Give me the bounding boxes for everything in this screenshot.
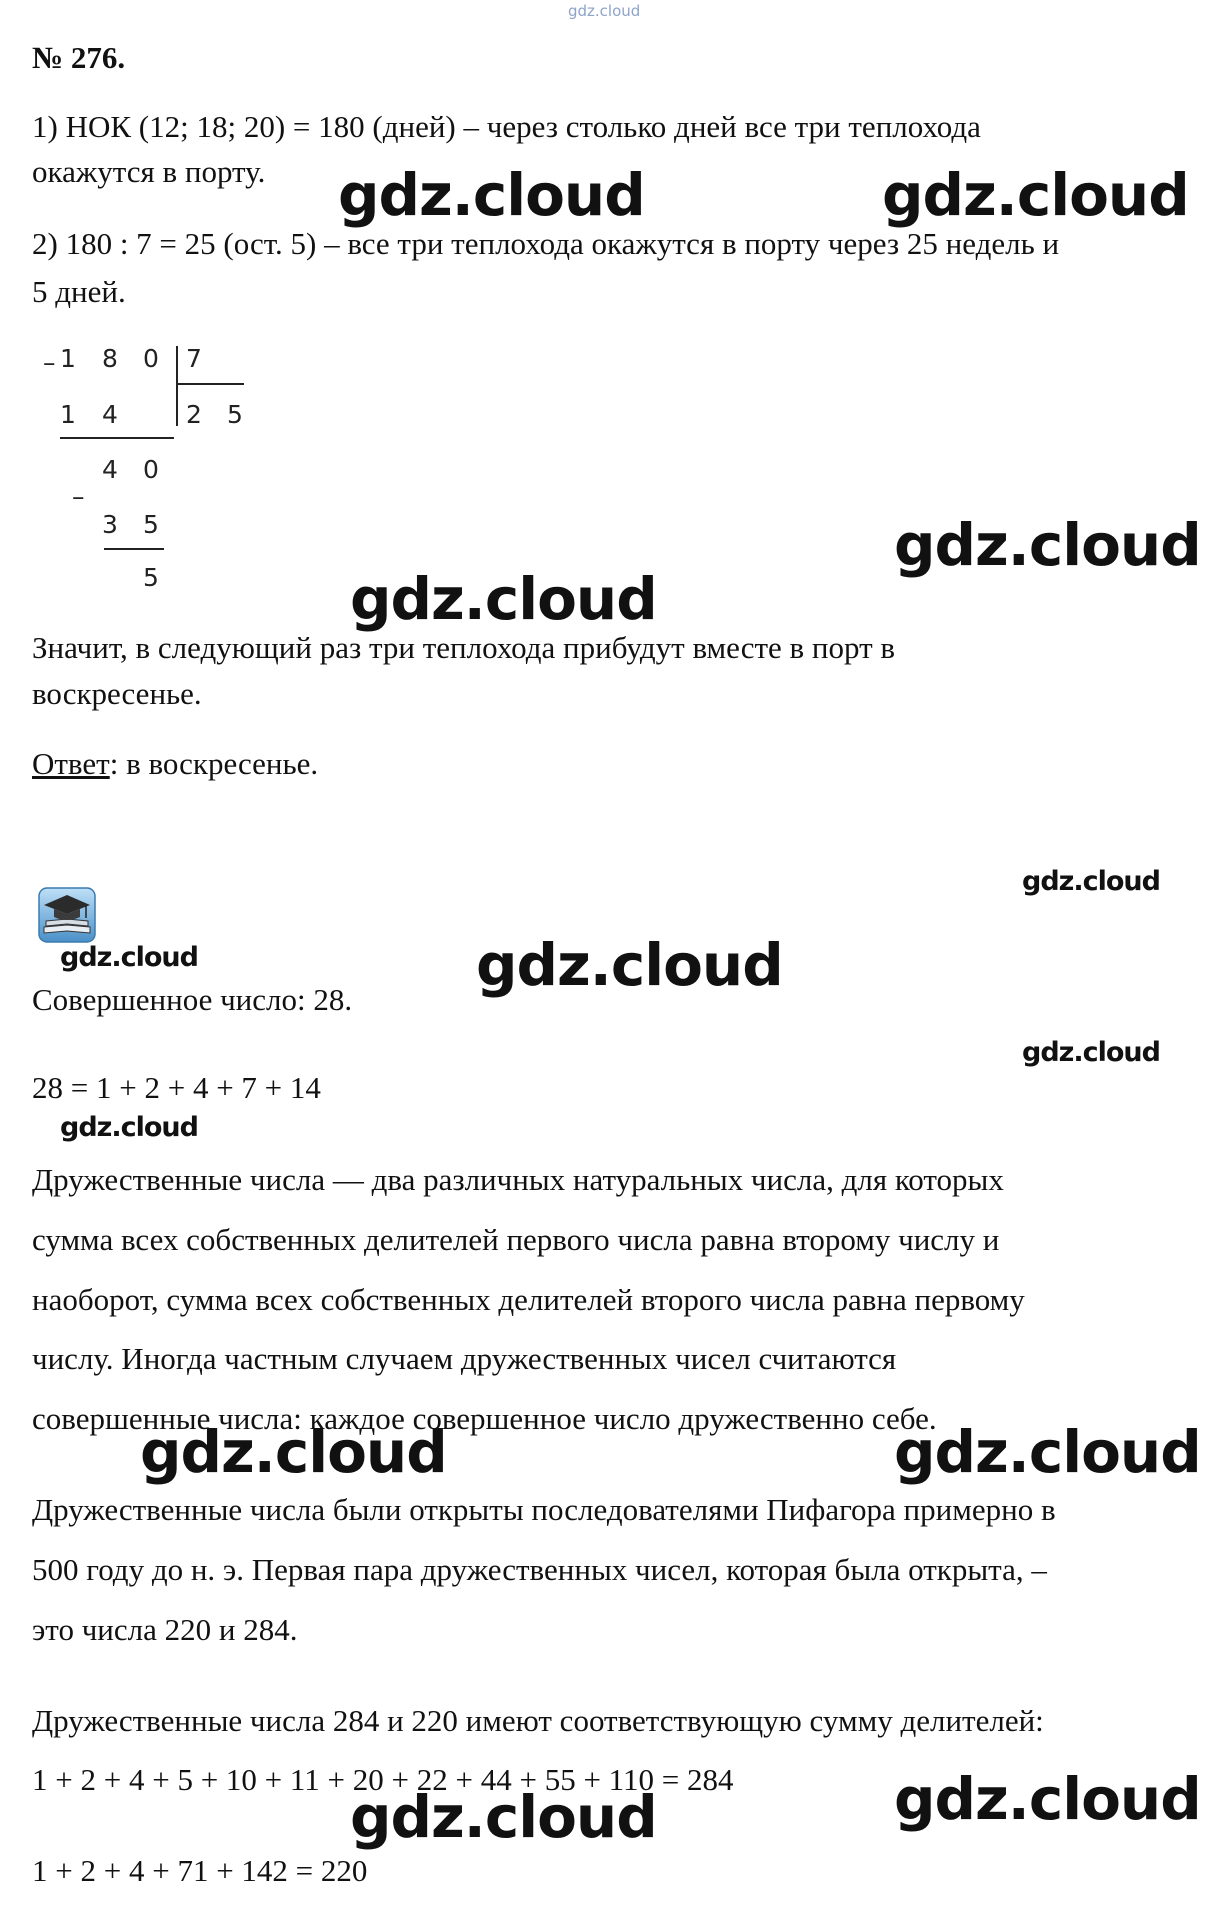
history-line: это числа 220 и 284. bbox=[32, 1612, 298, 1647]
watermark: gdz.cloud bbox=[350, 1783, 657, 1851]
watermark: gdz.cloud bbox=[338, 161, 645, 229]
watermark: gdz.cloud bbox=[350, 565, 657, 633]
watermark: gdz.cloud bbox=[894, 1765, 1201, 1833]
watermark: gdz.cloud bbox=[1022, 866, 1160, 897]
subtrahend-digit: 1 bbox=[60, 400, 76, 429]
watermark: gdz.cloud bbox=[140, 1418, 447, 1486]
minus-sign-1: – bbox=[43, 348, 56, 377]
dividend-digit: 1 bbox=[60, 344, 76, 373]
conclusion-line2: воскресенье. bbox=[32, 676, 202, 711]
watermark: gdz.cloud bbox=[894, 511, 1201, 579]
graduation-cap-icon bbox=[38, 887, 96, 943]
amicable-def-line: сумма всех собственных делителей первого числа равна второму числу и bbox=[32, 1222, 1000, 1257]
amicable-def-line: Дружественные числа — два различных натуральных числа, для которых bbox=[32, 1162, 1004, 1197]
amicable-def-line: наоборот, сумма всех собственных делителей второго числа равна первому bbox=[32, 1282, 1025, 1317]
dividend-digit: 0 bbox=[143, 344, 159, 373]
answer-text: : в воскресенье. bbox=[109, 746, 319, 781]
watermark: gdz.cloud bbox=[60, 1112, 198, 1143]
watermark: gdz.cloud bbox=[882, 161, 1189, 229]
quotient-digit: 5 bbox=[227, 400, 243, 429]
answer bbox=[32, 746, 318, 782]
watermark: gdz.cloud bbox=[894, 1418, 1201, 1486]
watermark: gdz.cloud bbox=[476, 931, 783, 999]
history-line: Дружественные числа были открыты последователями Пифагора примерно в bbox=[32, 1492, 1056, 1527]
conclusion-line1: Значит, в следующий раз три теплохода прибудут вместе в порт в bbox=[32, 630, 896, 665]
divisors-intro: Дружественные числа 284 и 220 имеют соответствующую сумму делителей: bbox=[32, 1703, 1044, 1738]
step2-line1: 2) 180 : 7 = 25 (ост. 5) – все три теплохода окажутся в порту через 25 недель и bbox=[32, 226, 1060, 261]
remainder-digit: 0 bbox=[143, 455, 159, 484]
subtrahend-digit: 4 bbox=[102, 400, 118, 429]
perfect-number: Совершенное число: 28. bbox=[32, 982, 353, 1017]
step2-line2: 5 дней. bbox=[32, 274, 126, 309]
top-watermark: gdz.cloud bbox=[568, 2, 641, 20]
watermark: gdz.cloud bbox=[1022, 1037, 1160, 1068]
division-divisor-line bbox=[176, 383, 244, 385]
divisor: 7 bbox=[186, 344, 202, 373]
perfect-sum: 28 = 1 + 2 + 4 + 7 + 14 bbox=[32, 1070, 321, 1105]
division-vertical-line bbox=[176, 346, 178, 426]
amicable-def-line: числу. Иногда частным случаем дружественных чисел считаются bbox=[32, 1341, 897, 1376]
subtrahend-digit: 5 bbox=[143, 510, 159, 539]
remainder-digit: 4 bbox=[102, 455, 118, 484]
minus-sign-2: – bbox=[72, 482, 85, 511]
quotient-digit: 2 bbox=[186, 400, 202, 429]
divisor-sum-284: 1 + 2 + 4 + 71 + 142 = 220 bbox=[32, 1853, 368, 1888]
amicable-def-line: совершенные числа: каждое совершенное число дружественно себе. bbox=[32, 1401, 937, 1436]
history-line: 500 году до н. э. Первая пара дружественных чисел, которая была открыта, – bbox=[32, 1552, 1047, 1587]
watermark: gdz.cloud bbox=[60, 942, 198, 973]
divisor-sum-220: 1 + 2 + 4 + 5 + 10 + 11 + 20 + 22 + 44 + 55 + 110 = 284 bbox=[32, 1762, 734, 1797]
division-line-1 bbox=[60, 437, 174, 439]
subtrahend-digit: 3 bbox=[102, 510, 118, 539]
final-remainder: 5 bbox=[143, 563, 159, 592]
problem-number: № 276. bbox=[32, 40, 126, 75]
step1-line1: 1) НОК (12; 18; 20) = 180 (дней) – через столько дней все три теплохода bbox=[32, 109, 981, 144]
answer-label: Ответ bbox=[32, 746, 110, 781]
step1-line2: окажутся в порту. bbox=[32, 154, 266, 189]
division-line-2 bbox=[104, 548, 164, 550]
dividend-digit: 8 bbox=[102, 344, 118, 373]
